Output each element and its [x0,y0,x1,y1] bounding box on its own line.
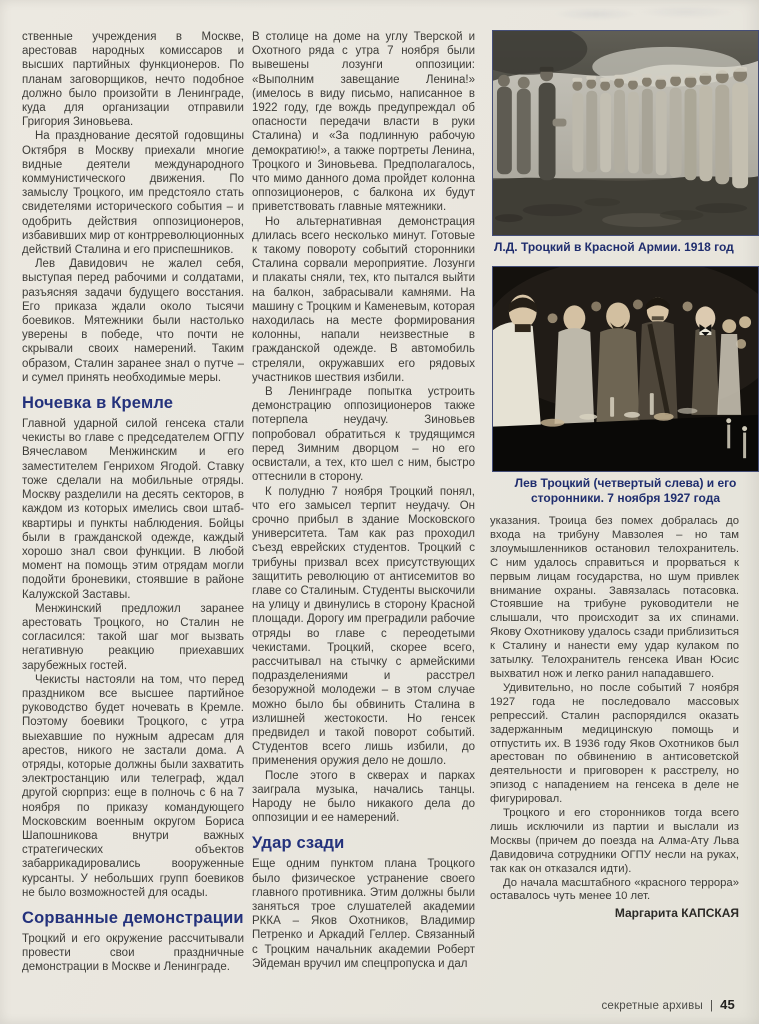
paragraph: В Ленинграде попытка устроить демонстрацию оппозиционеров также потерпела неудачу. Зиновьев попробовал обратиться к трудящимся перед Зимним дворцом – но его освистали, а тех, кто шел с ним, быстро оттеснили в сторону. [252,386,475,484]
column-left [22,30,244,975]
paragraph: Лев Давидович не жалел себя, выступая перед рабочими и солдатами, разъясняя задачи будущего восстания. Его приказа ждали около тысячи боевиков. Мятежники были настолько уверены в победе, что почти не скрывали своих намерений. Таким образом, Сталин заранее знал о путче – и сумел принять необходимые меры. [22,258,244,384]
paragraph: Менжинский предложил заранее арестовать Троцкого, но Сталин не согласился: такой шаг мог вызвать негативную реакцию приехавших зарубежных гостей. [22,602,244,672]
photo-supporters-1927-image [492,266,759,472]
paragraph: ственные учреждения в Москве, арестовав народных комиссаров и высших партийных функционеров. По планам заговорщиков, нечто подобное должно было произойти в Ленинграде, куда для организации отправили Григория Зиновьева. [22,31,244,129]
paragraph: До начала масштабного «красного террора» оставалось чуть менее 10 лет. [490,876,739,903]
paragraph: Троцкого и его сторонников тогда всего лишь исключили из партии и выслали из Москвы (причем до поезда на Алма-Ату Льва Давидовича сотрудники ОГПУ несли на руках, так как он отказался идти). [490,807,739,875]
figure-supporters [492,266,759,511]
paragraph: указания. Троица без помех добралась до входа на трибуну Мавзолея – но там злоумышленников остановил телохранитель. С ним удалось справиться и прорваться к первым лицам государства, но шум привлек внимание охраны. Завязалась потасовка. Стоявшие на трибуне руководители не слышали, что происходит за их спинами. Якову Охотникову удалось сзади приблизиться к Сталину и нанести ему удар кулаком по затылку. Телохранитель генсека Иван Юсис выхватил нож и легко ранил нападавшего. [490,515,739,680]
section-heading: Удар сзади [252,834,345,853]
section-heading: Ночевка в Кремле [22,394,174,413]
paragraph: В столице на доме на углу Тверской и Охотного ряда с утра 7 ноября были вывешены лозунги оппозиции: «Выполним завещание Ленина!» (имелось в виду письмо, написанное в 1922 году, где вождь предупреждал об опасности передачи власти в руки Сталина) и «За подлинную рабочую демократию!», а также портреты Ленина, Троцкого и Зиновьева. Предполагалось, что мимо данного дома пройдет колонна оппозиционеров, с балкона их будут приветствовать главные мятежники. [252,31,475,214]
paragraph: Главной ударной силой генсека стали чекисты во главе с председателем ОГПУ Вячеславом Менжинским и его заместителем Генрихом Ягодой. Ставку тоже сделали на мобильные отряды. Москву разделили на десять секторов, в каждом из которых имелись свои штаб-квартиры и пункты наблюдения. Бойцы были в гражданской одежде, каждый хорошо знал свои функции. В любой момент на помощь этим отрядам могли подойти броневики, стоявшие в районе Калужской Заставы. [22,418,244,601]
photo-red-army-1918-image [492,30,759,236]
column-right [490,515,739,921]
paragraph: Удивительно, но после событий 7 ноября 1927 года не последовало массовых репрессий. Сталин распорядился оказать задержанным медицинскую помощь и отпустить их. В 1936 году Яков Охотников был арестован по обвинению в антисоветской деятельности и приговорен к расстрелу, но эпизод с нападением на генсека в деле не фигурировал. [490,681,739,806]
page-footer [601,997,735,1012]
column-middle [252,30,475,971]
paragraph: К полудню 7 ноября Троцкий понял, что его замысел терпит неудачу. Он срочно прибыл в здание Московского университета. Там как раз проходил съезд еврейских студентов. Троцкий с трибуны призвал всех присутствующих защитить революцию от антисемитов во главе со Сталиным. Студенты выскочили на улицу и двинулись в сторону Красной площади. Дорогу им преградили рабочие отряды во главе с переодетыми чекистами. Троцкий, скорее всего, рассчитывал на стычку с армейскими подразделениями и расстрел безоружной молодежи – в этом случае можно было бы обвинить Сталина в излишней жестокости. Но генсек предвидел и такой поворот событий. Студентов всего лишь избили, до применения оружия дело не дошло. [252,485,475,768]
paragraph: Но альтернативная демонстрация длилась всего несколько минут. Готовые к такому повороту событий сторонники Сталина сорвали мероприятие. Лозунги и плакаты сняли, тех, кто пытался выйти на балкон, забрасывали камнями. На машину с Троцким и Каменевым, которая находилась на месте формирования колонны, напали неизвестные в гражданской одежде. В автомобиль стреляли, окружавших его рядовых участников шествия избили. [252,215,475,384]
paragraph: Чекисты настояли на том, что перед праздником все высшее партийное руководство будет ночевать в Кремле. Поэтому боевики Троцкого, с утра выехавшие по нужным адресам для арестов, никого не застали дома. А отряды, которые должны были захватить электростанцию или телеграф, ждал другой сюрприз: еще в полночь с 6 на 7 ноября по приказу командующего Московским военным округом Бориса Шапошникова внутри важных стратегических объектов забаррикадировались вооруженные курсанты. У небольших групп боевиков не было возможностей для осады. [22,673,244,899]
figure-caption: Л.Д. Троцкий в Красной Армии. 1918 год [494,240,734,254]
paragraph: Троцкий и его окружение рассчитывали провести свои праздничные демонстрации в Москве и Ленинграде. [22,932,244,974]
figure-red-army [492,30,759,260]
footer-divider: | [709,1000,714,1012]
author-byline: Маргарита КАПСКАЯ [614,906,739,921]
magazine-title: секретные архивы [601,1000,703,1012]
paragraph: После этого в скверах и парках заиграла музыка, начались танцы. Народу не было никакого дела до оппозиции и ее намерений. [252,769,475,825]
page-bleed-through [556,2,746,26]
section-heading: Сорванные демонстрации [22,908,244,927]
paragraph: Еще одним пунктом плана Троцкого было физическое устранение своего главного противника. Этим должны были заняться трое слушателей академии РККА – Яков Охотников, Владимир Петренко и Аркадий Геллер. Связанный с Троцким начальник академии Роберт Эйдеман вручил им спецпропуска и дал [252,858,475,970]
paragraph: На празднование десятой годовщины Октября в Москву приехали многие видные деятели международного коммунистического движения. По замыслу Троцкого, им предстояло стать свидетелями исторического события – и одобрить действия оппозиционеров, избавивших мир от контрреволюционных действий Сталина и его приспешников. [22,130,244,257]
figure-caption: Лев Троцкий (четвертый слева) и его сторонники. 7 ноября 1927 года [514,476,737,505]
page-number: 45 [720,997,735,1012]
